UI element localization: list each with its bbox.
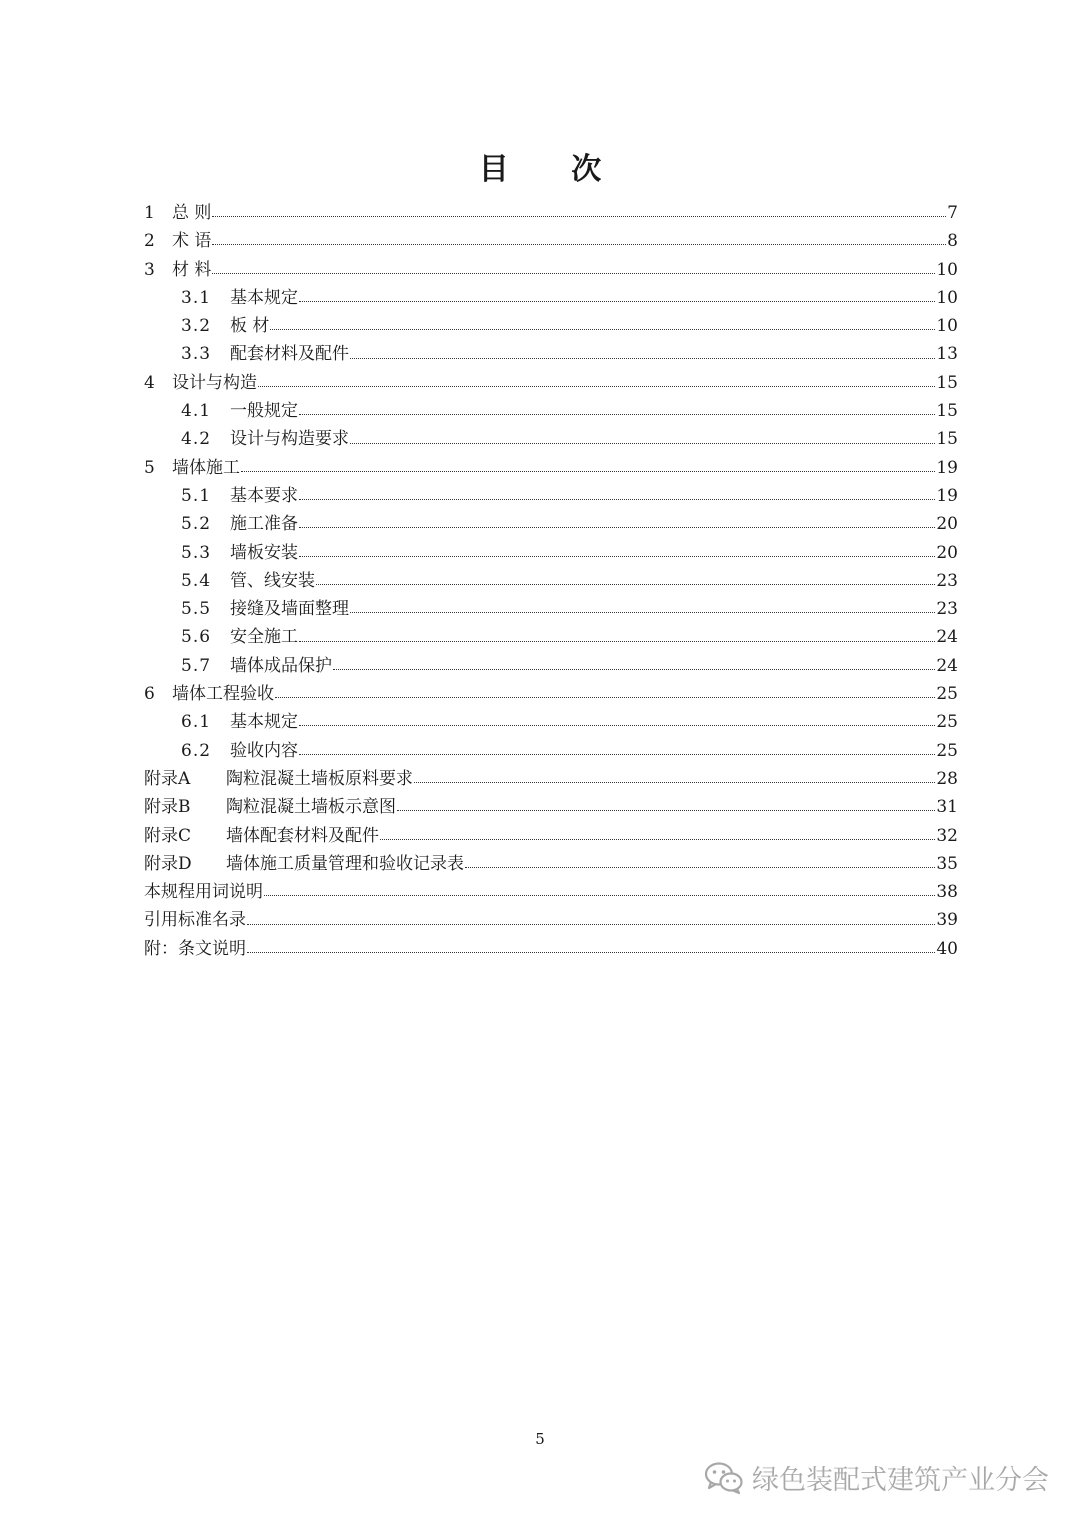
toc-entry-page: 19	[936, 485, 958, 506]
toc-dot-leader	[247, 923, 935, 925]
toc-entry-page: 13	[936, 344, 958, 365]
toc-dot-leader	[299, 555, 935, 557]
page-title: 目 次	[478, 152, 628, 187]
toc-entry-page: 10	[936, 287, 958, 308]
toc-entry-title: 附：条文说明	[144, 938, 246, 959]
toc-entry-number: 附录C	[144, 825, 192, 846]
toc-entry-title: 墙板安装	[230, 542, 298, 563]
toc-entry-number: 5.3	[181, 542, 212, 563]
toc-entry-page: 10	[936, 316, 958, 337]
toc-entry[interactable]	[144, 737, 958, 765]
toc-dot-leader	[212, 215, 946, 217]
toc-entry-number: 2	[144, 231, 155, 252]
toc-entry-number: 4.2	[181, 429, 212, 450]
toc-entry-page: 38	[936, 882, 958, 903]
toc-entry-number: 6	[144, 684, 155, 705]
toc-entry-number: 3	[144, 259, 155, 280]
toc-entry[interactable]	[144, 454, 958, 482]
toc-dot-leader	[299, 413, 935, 415]
toc-entry-number: 5.4	[181, 570, 212, 591]
toc-entry-number: 5.1	[181, 485, 212, 506]
toc-entry-page: 25	[936, 740, 958, 761]
toc-entry[interactable]	[144, 708, 958, 736]
toc-entry[interactable]	[144, 312, 958, 340]
toc-entry-number: 5	[144, 457, 155, 478]
toc-dot-leader	[397, 809, 935, 811]
toc-entry-page: 32	[936, 825, 958, 846]
toc-entry-number: 5.5	[181, 599, 212, 620]
toc-entry[interactable]	[144, 369, 958, 397]
toc-entry[interactable]	[144, 680, 958, 708]
toc-entry-title: 基本规定	[230, 287, 298, 308]
toc-entry-number: 6.2	[181, 740, 212, 761]
toc-entry-title: 管、线安装	[230, 570, 315, 591]
toc-entry-title: 设计与构造要求	[230, 429, 349, 450]
toc-dot-leader	[380, 838, 935, 840]
toc-entry[interactable]	[144, 256, 958, 284]
toc-entry-number: 4.1	[181, 401, 212, 422]
toc-entry[interactable]	[144, 623, 958, 651]
toc-entry-page: 15	[936, 401, 958, 422]
toc-entry-page: 24	[936, 655, 958, 676]
wechat-icon	[704, 1461, 744, 1495]
toc-entry-page: 15	[936, 429, 958, 450]
toc-dot-leader	[299, 526, 935, 528]
toc-dot-leader	[350, 611, 935, 613]
toc-entry-title: 验收内容	[230, 740, 298, 761]
toc-entry-title: 基本规定	[230, 712, 298, 733]
toc-dot-leader	[350, 357, 935, 359]
toc-entry[interactable]	[144, 567, 958, 595]
toc-entry-number: 5.7	[181, 655, 212, 676]
toc-entry-title: 基本要求	[230, 485, 298, 506]
toc-entry[interactable]	[144, 850, 958, 878]
toc-entry-number: 3.2	[181, 316, 212, 337]
toc-entry[interactable]	[144, 822, 958, 850]
toc-entry[interactable]	[144, 397, 958, 425]
toc-dot-leader	[212, 272, 935, 274]
toc-entry[interactable]	[144, 595, 958, 623]
page-number: 5	[535, 1430, 545, 1448]
toc-entry-page: 28	[936, 768, 958, 789]
toc-dot-leader	[241, 470, 935, 472]
toc-entry-page: 20	[936, 542, 958, 563]
toc-entry[interactable]	[144, 227, 958, 255]
toc-dot-leader	[299, 640, 935, 642]
toc-dot-leader	[316, 583, 935, 585]
toc-entry-title: 墙体成品保护	[230, 655, 332, 676]
toc-entry-page: 25	[936, 684, 958, 705]
toc-entry-title: 配套材料及配件	[230, 344, 349, 365]
toc-entry-title: 一般规定	[230, 401, 298, 422]
toc-dot-leader	[299, 498, 935, 500]
toc-entry-number: 附录A	[144, 768, 191, 789]
toc-entry-number: 附录D	[144, 853, 192, 874]
toc-dot-leader	[299, 753, 935, 755]
toc-entry-title: 墙体施工质量管理和验收记录表	[226, 853, 464, 874]
toc-entry-title: 陶粒混凝土墙板示意图	[226, 797, 396, 818]
toc-entry-number: 5.6	[181, 627, 212, 648]
toc-entry-title: 墙体施工	[172, 457, 240, 478]
toc-entry-page: 23	[936, 599, 958, 620]
toc-entry[interactable]	[144, 482, 958, 510]
toc-entry-title: 引用标准名录	[144, 910, 246, 931]
toc-entry-page: 7	[947, 203, 958, 223]
toc-entry-number: 3.1	[181, 287, 212, 308]
toc-entry[interactable]	[144, 906, 958, 934]
toc-dot-leader	[333, 668, 935, 670]
toc-entry-page: 19	[936, 457, 958, 478]
toc-entry[interactable]	[144, 935, 958, 963]
toc-dot-leader	[212, 243, 946, 245]
toc-dot-leader	[258, 385, 935, 387]
toc-dot-leader	[350, 442, 935, 444]
toc-entry-page: 40	[936, 938, 958, 959]
toc-entry-title: 设计与构造	[172, 372, 257, 393]
toc-entry-number: 4	[144, 372, 155, 393]
watermark-text: 绿色装配式建筑产业分会	[752, 1465, 1049, 1496]
toc-entry-page: 8	[947, 231, 958, 252]
toc-entry[interactable]	[144, 340, 958, 368]
toc-dot-leader	[465, 866, 935, 868]
toc-entry[interactable]	[144, 425, 958, 453]
toc-entry[interactable]	[144, 765, 958, 793]
toc-dot-leader	[299, 300, 935, 302]
toc-entry-title: 墙体配套材料及配件	[226, 825, 379, 846]
toc-dot-leader	[414, 781, 935, 783]
watermark	[704, 1458, 1049, 1497]
toc-entry-title: 总 则	[172, 203, 212, 223]
toc-entry-title: 术 语	[172, 231, 212, 252]
toc-dot-leader	[299, 724, 935, 726]
toc-entry-page: 15	[936, 372, 958, 393]
toc-entry-page: 20	[936, 514, 958, 535]
toc-entry[interactable]	[144, 652, 958, 680]
toc-entry-page: 31	[936, 797, 958, 818]
toc-entry-page: 24	[936, 627, 958, 648]
toc-entry-page: 39	[936, 910, 958, 931]
toc-entry[interactable]	[144, 878, 958, 906]
toc-entry-number: 3.3	[181, 344, 212, 365]
toc-entry-title: 接缝及墙面整理	[230, 599, 349, 620]
toc-entry-title: 墙体工程验收	[172, 684, 274, 705]
toc-entry-number: 6.1	[181, 712, 212, 733]
toc-entry[interactable]	[144, 793, 958, 821]
toc-entry-page: 23	[936, 570, 958, 591]
toc-entry[interactable]	[144, 539, 958, 567]
toc-entry-title: 施工准备	[230, 514, 298, 535]
toc-entry-number: 5.2	[181, 514, 212, 535]
toc-entry-title: 板 材	[230, 316, 270, 337]
toc-dot-leader	[247, 951, 935, 953]
toc-entry-page: 35	[936, 853, 958, 874]
table-of-contents	[144, 199, 958, 963]
toc-entry-page: 25	[936, 712, 958, 733]
toc-entry-title: 安全施工	[230, 627, 298, 648]
toc-entry-number: 附录B	[144, 797, 191, 818]
toc-entry[interactable]	[144, 284, 958, 312]
toc-dot-leader	[270, 328, 935, 330]
toc-dot-leader	[275, 696, 935, 698]
toc-entry-page: 10	[936, 259, 958, 280]
toc-entry-title: 材 料	[172, 259, 212, 280]
toc-entry[interactable]	[144, 510, 958, 538]
toc-entry-title: 本规程用词说明	[144, 882, 263, 903]
toc-entry-number: 1	[144, 203, 155, 223]
toc-entry-title: 陶粒混凝土墙板原料要求	[226, 768, 413, 789]
toc-entry[interactable]	[144, 199, 958, 227]
toc-dot-leader	[264, 894, 935, 896]
